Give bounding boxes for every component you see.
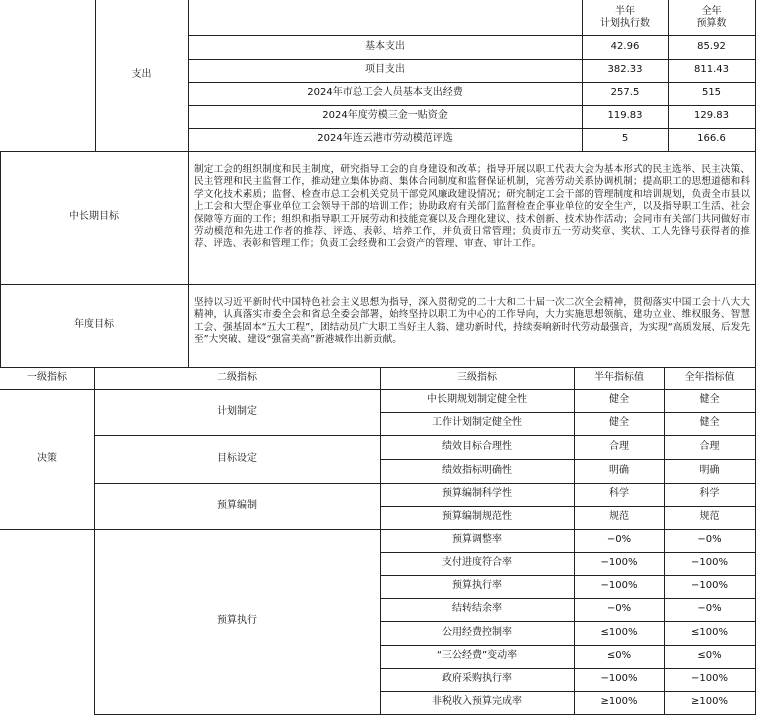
full-year-value: 明确 [699, 464, 720, 476]
half-year-value: −100% [600, 673, 638, 685]
half-year-value: −100% [600, 557, 638, 569]
header-level3-indicator: 三级指标 [457, 371, 497, 383]
level3-indicator: 中长期规划制定健全性 [427, 394, 527, 406]
half-year-value: −100% [600, 580, 638, 592]
level2-budget-execution: 预算执行 [217, 615, 257, 627]
header-full-year-budget: 全年 预算数 [696, 5, 727, 29]
expense-item-name: 2024年度劳模三金一贴资金 [322, 110, 448, 122]
expense-full-value: 811.43 [694, 64, 729, 76]
level3-indicator: 结转结余率 [452, 603, 502, 615]
half-year-value: 明确 [609, 464, 629, 476]
half-year-value: 健全 [609, 394, 629, 406]
level3-indicator: 公用经费控制率 [442, 626, 512, 638]
long-term-goal-label: 中长期目标 [69, 211, 119, 223]
level3-indicator: 工作计划制定健全性 [432, 417, 522, 429]
header-half-year-value: 半年指标值 [594, 371, 644, 383]
full-year-value: ≤100% [691, 626, 728, 638]
level2-budget-preparation: 预算编制 [217, 499, 257, 511]
expense-item-name: 基本支出 [365, 40, 405, 52]
full-year-value: ≤0% [697, 650, 722, 662]
half-year-value: ≤100% [600, 626, 638, 638]
level1-decision: 决策 [37, 452, 57, 464]
full-year-value: −100% [691, 557, 728, 569]
expense-half-value: 382.33 [607, 64, 643, 76]
half-year-value: 合理 [609, 440, 629, 452]
expense-half-value: 5 [621, 133, 629, 145]
header-half-year-plan: 半年 计划执行数 [600, 5, 650, 29]
half-year-value: 规范 [609, 511, 629, 523]
level3-indicator: 预算编制科学性 [442, 488, 512, 500]
half-year-value: ≥100% [600, 696, 638, 708]
annual-goal-text: 坚持以习近平新时代中国特色社会主义思想为指导，深入贯彻党的二十大和二十届一次二次全会精神，贯彻落实中国工会十八大大精神，认真落实市委全会和省总全委会部署，始终坚持以职工为中心的工作导向，大力实施思想领航、建功立业、维权服务、智慧工会、强基固本“五大工程”，团结动员广大职工当好主人翁、建功新时代，持续奏响新时代劳动最强音，为实现“高质发展、后发先至”大突破、建设“强富美高”新港城作出新贡献。 [194, 297, 750, 346]
expense-category-label: 支出 [131, 69, 152, 81]
full-year-value: 规范 [699, 511, 720, 523]
expense-item-name: 2024年市总工会人员基本支出经费 [307, 87, 463, 99]
full-year-value: 健全 [699, 417, 720, 429]
expense-full-value: 166.6 [697, 133, 726, 145]
full-year-value: −0% [697, 534, 722, 546]
expense-full-value: 85.92 [697, 40, 726, 52]
level3-indicator: 预算执行率 [452, 580, 502, 592]
level3-indicator: “三公经费”变动率 [436, 650, 518, 662]
header-level1-indicator: 一级指标 [27, 371, 67, 383]
expense-full-value: 129.83 [694, 110, 729, 122]
header-full-year-value: 全年指标值 [684, 371, 735, 383]
annual-goal-label: 年度目标 [74, 319, 114, 331]
half-year-value: −0% [606, 534, 632, 546]
expense-full-value: 515 [701, 87, 722, 99]
full-year-value: 科学 [699, 488, 720, 500]
full-year-value: ≥100% [691, 696, 728, 708]
long-term-goal-text: 制定工会的组织制度和民主制度，研究指导工会的自身建设和改革；指导开展以职工代表大会为基本形式的民主选举、民主决策、民主管理和民主监督工作，推动建立集体协商、集体合同制度和监督保证机制，完善劳动关系协调机制；提高职工的思想道德和科学文化技术素质；监督、检查市总工会机关党员干部党风廉政建设情况；研究制定工会干部的管理制度和培训规划，负责全市县以上工会和大型企事业单位工会领导干部的培训工作；协助政府有关部门监督检查企事业单位的安全生产，以及指导职工生活、社会保障等方面的工作；组织和指导职工开展劳动和技能竞赛以及合理化建议、技术创新、技术协作活动；会同市有关部门共同做好市劳动模范和先进工作者的推荐、评选、表彰、培养工作，并负责日常管理；负责市五一劳动奖章、奖状、工人先锋号获得者的推荐、评选、表彰和管理工作；负责工会经费和工会资产的管理、审查、审计工作。 [194, 164, 750, 250]
level3-indicator: 绩效指标明确性 [442, 464, 512, 476]
level3-indicator: 预算编制规范性 [442, 511, 512, 523]
expense-half-value: 257.5 [610, 87, 640, 99]
expense-half-value: 119.83 [607, 110, 643, 122]
full-year-value: 健全 [699, 394, 720, 406]
level3-indicator: 绩效目标合理性 [442, 440, 512, 452]
level2-goal-setting: 目标设定 [217, 452, 257, 464]
level3-indicator: 预算调整率 [452, 534, 502, 546]
full-year-value: 合理 [699, 440, 720, 452]
half-year-value: ≤0% [606, 650, 632, 662]
level2-plan-formulation: 计划制定 [217, 405, 257, 417]
half-year-value: 健全 [609, 417, 629, 429]
level3-indicator: 政府采购执行率 [442, 673, 512, 685]
half-year-value: 科学 [609, 488, 629, 500]
level3-indicator: 非税收入预算完成率 [432, 696, 522, 708]
full-year-value: −100% [691, 673, 728, 685]
full-year-value: −100% [691, 580, 728, 592]
expense-item-name: 2024年连云港市劳动模范评选 [317, 133, 453, 145]
full-year-value: −0% [697, 603, 722, 615]
expense-half-value: 42.96 [610, 40, 640, 52]
expense-item-name: 项目支出 [365, 64, 405, 76]
half-year-value: −0% [606, 603, 632, 615]
header-level2-indicator: 二级指标 [217, 371, 257, 383]
level3-indicator: 支付进度符合率 [442, 557, 512, 569]
